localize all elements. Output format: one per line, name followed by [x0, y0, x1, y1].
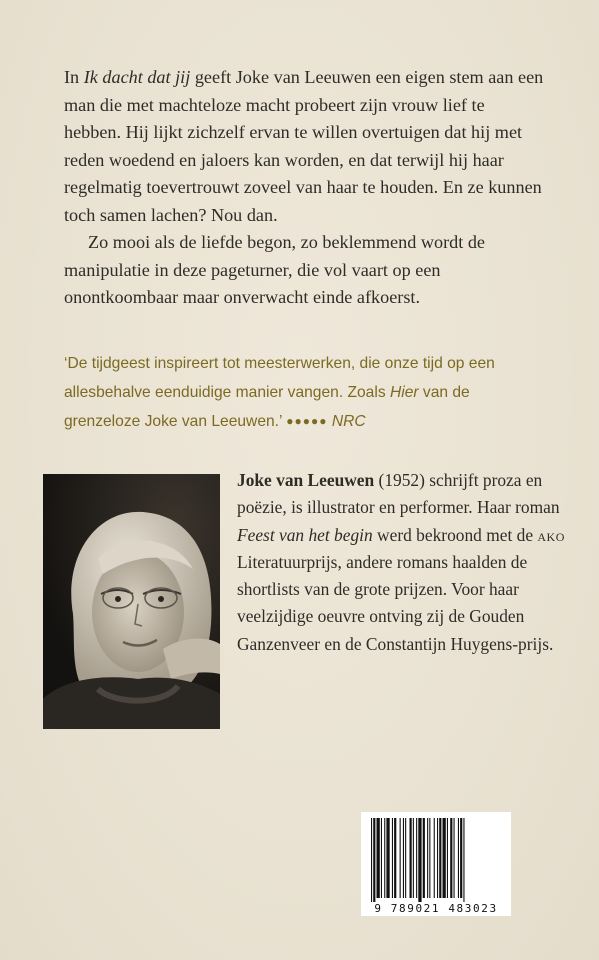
bio-text-1: (1952) schrijft proza en poëzie, is illustrator en performer. Haar roman	[237, 470, 560, 518]
bio-text-2: werd bekroond met de	[372, 524, 538, 545]
quote-text-end: van de grenzeloze Joke van Leeuwen.’	[64, 383, 470, 430]
blurb-paragraph-1	[64, 64, 544, 229]
book-title-italic: Ik dacht dat jij	[83, 67, 191, 87]
author-portrait-image	[43, 474, 220, 729]
quote-text-intro: ‘De tijdgeest inspireert tot meesterwerken, die onze tijd op een allesbehalve eenduidige manier vangen. Zoals	[64, 355, 495, 401]
blurb-text	[64, 64, 544, 312]
blurb-p1-intro: In	[64, 67, 84, 87]
isbn-barcode	[361, 812, 511, 916]
blurb-paragraph-2: Zo mooi als de liefde begon, zo beklemmend wordt de manipulatie in deze pageturner, die vol vaart op een onontkoombaar maar onverwacht einde afkoerst.	[64, 232, 485, 307]
blurb-p1-body: geeft Joke van Leeuwen een eigen stem aan een man die met machteloze macht probeert zijn vrouw lief te hebben. Hij lijkt zichzelf ervan te willen overtuigen dat hij met reden woedend en jaloers kan worden, en dat terwijl hij haar regelmatig toevertrouwt zoveel van haar te houden. En ze kunnen toch samen lachen? Nou dan.	[64, 67, 544, 225]
isbn-number: 9 789021 483023	[361, 902, 511, 916]
novel-title: Feest van het begin	[237, 524, 373, 545]
prize-acronym: ako	[537, 524, 565, 545]
bio-text-3: Literatuurprijs, andere romans haalden de shortlists van de grote prijzen. Voor haar veelzijdige oeuvre ontving zij de Gouden Ganzenveer en de Constantijn Huygens-prijs.	[237, 551, 554, 654]
press-quote	[64, 350, 544, 437]
rating-stars: ●●●●●	[286, 414, 328, 428]
quote-source: NRC	[331, 413, 366, 430]
quote-book-title: Hier	[389, 383, 419, 401]
barcode-bars	[361, 812, 511, 916]
author-photo	[43, 474, 220, 729]
author-bio	[237, 467, 567, 658]
author-name: Joke van Leeuwen	[237, 470, 375, 490]
